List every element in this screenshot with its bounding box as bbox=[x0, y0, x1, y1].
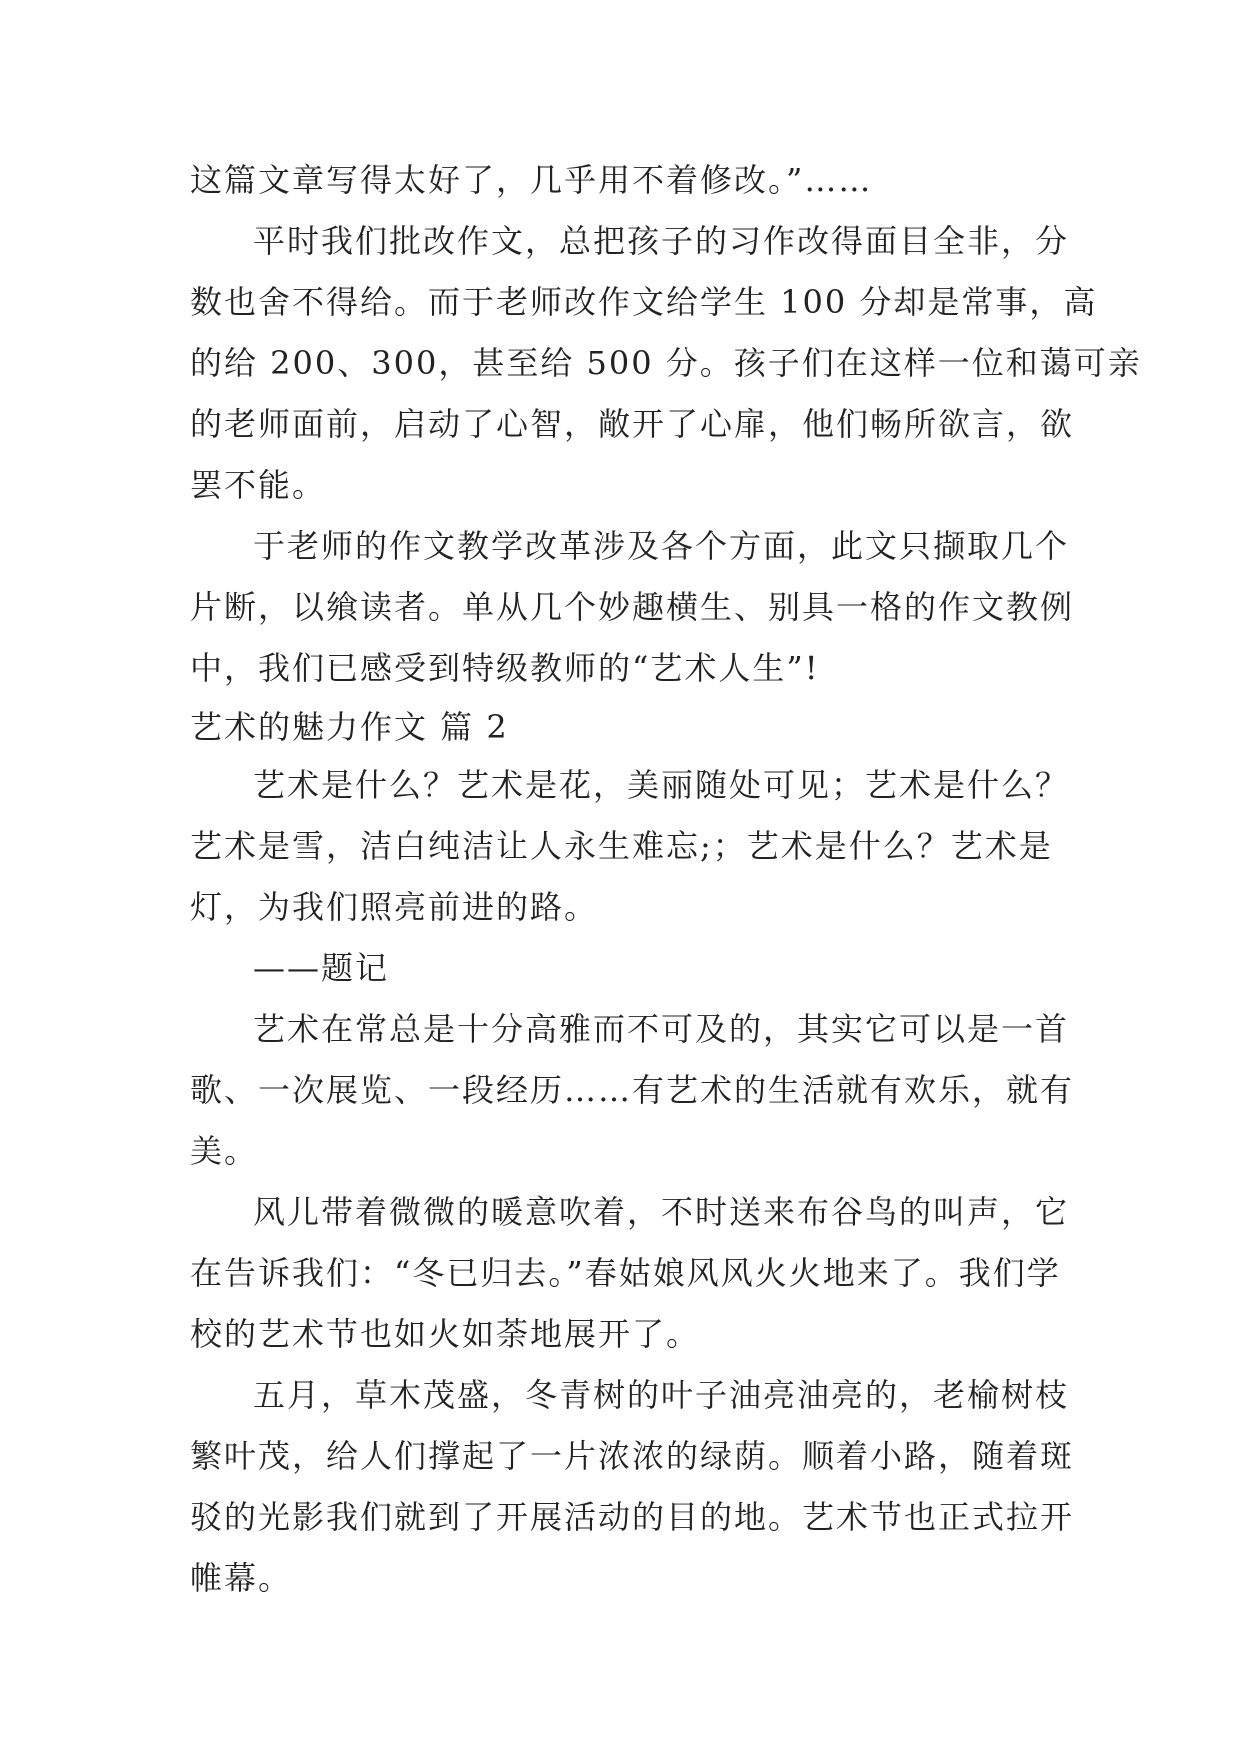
section-title: 艺术的魅力作文 篇 2 bbox=[190, 708, 509, 746]
text-line: 帷幕。 bbox=[190, 1559, 293, 1597]
paragraph-first-line: 于老师的作文教学改革涉及各个方面，此文只撷取几个 bbox=[253, 527, 1070, 565]
text-line: 中，我们已感受到特级教师的“艺术人生”! bbox=[190, 649, 820, 687]
text-line: 艺术是雪，洁白纯洁让人永生难忘;；艺术是什么？艺术是 bbox=[190, 827, 1053, 865]
text-line: 在告诉我们：“冬已归去。”春姑娘风风火火地来了。我们学 bbox=[190, 1254, 1061, 1292]
text-line: 校的艺术节也如火如荼地展开了。 bbox=[190, 1315, 701, 1353]
paragraph-first-line: 艺术是什么？艺术是花，美丽随处可见；艺术是什么？ bbox=[253, 766, 1070, 804]
paragraph-first-line: 艺术在常总是十分高雅而不可及的，其实它可以是一首 bbox=[253, 1010, 1070, 1048]
epigraph-attribution: ——题记 bbox=[253, 949, 390, 987]
text-line: 数也舍不得给。而于老师改作文给学生 100 分却是常事，高 bbox=[190, 283, 1098, 321]
text-line: 片断，以飨读者。单从几个妙趣横生、别具一格的作文教例 bbox=[190, 588, 1075, 626]
text-line: 灯，为我们照亮前进的路。 bbox=[190, 888, 599, 926]
paragraph-first-line: 风儿带着微微的暖意吹着，不时送来布谷鸟的叫声，它 bbox=[253, 1193, 1070, 1231]
document-page bbox=[190, 150, 1142, 1609]
paragraph-first-line: 平时我们批改作文，总把孩子的习作改得面目全非，分 bbox=[253, 222, 1070, 260]
text-line: 驳的光影我们就到了开展活动的目的地。艺术节也正式拉开 bbox=[190, 1498, 1075, 1536]
paragraph-first-line: 五月，草木茂盛，冬青树的叶子油亮油亮的，老榆树枝 bbox=[253, 1376, 1070, 1414]
text-line: 美。 bbox=[190, 1132, 259, 1170]
text-line: 繁叶茂，给人们撑起了一片浓浓的绿荫。顺着小路，随着斑 bbox=[190, 1437, 1075, 1475]
text-line: 的老师面前，启动了心智，敞开了心扉，他们畅所欲言，欲 bbox=[190, 405, 1075, 443]
text-line: 罢不能。 bbox=[190, 466, 327, 504]
text-line: 歌、一次展览、一段经历……有艺术的生活就有欢乐，就有 bbox=[190, 1071, 1075, 1109]
text-line: 的给 200、300，甚至给 500 分。孩子们在这样一位和蔼可亲 bbox=[190, 344, 1142, 382]
text-line: 这篇文章写得太好了，几乎用不着修改。”…… bbox=[190, 161, 873, 199]
